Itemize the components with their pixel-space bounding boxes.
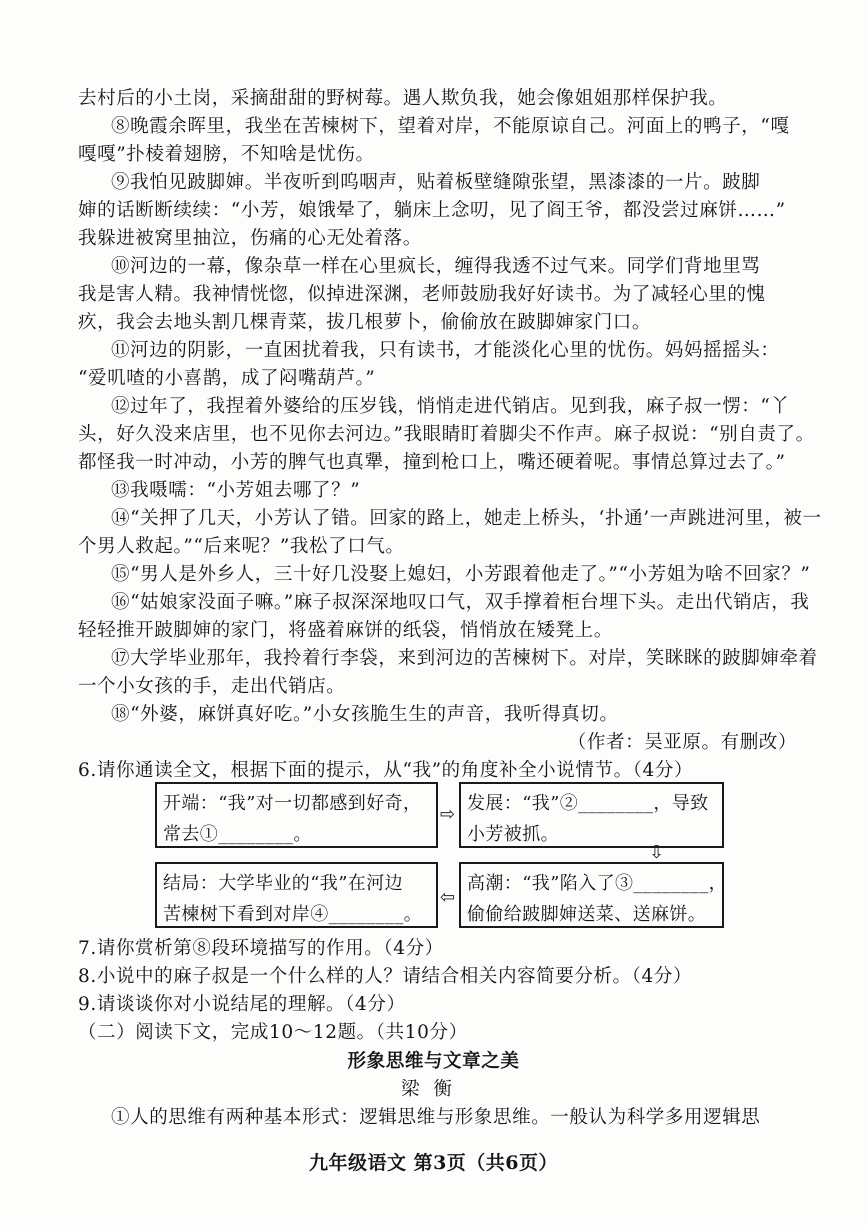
story-line: 婶的话断断续续：“小芳，娘饿晕了，躺床上念叨，见了阎王爷，都没尝过麻饼……” [78, 200, 786, 221]
story-line: “爱叽喳的小喜鹊，成了闷嘴葫芦。” [78, 368, 376, 389]
plot-box-climax [459, 862, 728, 928]
arrow-down-icon: ⇩ [649, 842, 665, 863]
story-line: 个男人救起。”“后来呢？”我松了口气。 [78, 536, 405, 557]
story-line: 头，好久没来店里，也不见你去河边。”我眼睛盯着脚尖不作声。麻子叔说：“别自责了。 [78, 424, 815, 445]
story-line: 疚，我会去地头割几棵青菜，拔几根萝卜，偷偷放在跛脚婶家门口。 [78, 312, 652, 333]
story-line: ⑯“姑娘家没面子嘛。”麻子叔深深地叹口气，双手撑着柜台埋下头。走出代销店，我 [111, 592, 810, 613]
plot-box-start [155, 782, 438, 848]
story-line: 轻轻推开跛脚婶的家门，将盛着麻饼的纸袋，悄悄放在矮凳上。 [78, 620, 613, 641]
story-line: ⑪河边的阴影，一直困扰着我，只有读书，才能淡化心里的忧伤。妈妈摇摇头： [111, 340, 780, 361]
story-line: ⑨我怕见跛脚婶。半夜听到呜咽声，贴着板壁缝隙张望，黑漆漆的一片。跛脚 [111, 172, 761, 193]
page-footer: 九年级语文 第3页（共6页） [308, 1152, 559, 1174]
article-title: 形象思维与文章之美 [347, 1051, 520, 1072]
plot-ending-line1: 结局：大学毕业的“我”在河边 [163, 873, 404, 894]
story-line: 都怪我一时冲动，小芳的脾气也真犟，撞到枪口上，嘴还硬着呢。事情总算过去了。” [78, 452, 786, 473]
arrow-left-icon: ⇦ [440, 887, 456, 908]
story-line: ⑮“男人是外乡人，三十好几没娶上媳妇，小芳跟着他走了。”“小芳姐为啥不回家？” [111, 564, 811, 585]
article-author: 梁衡 [400, 1079, 466, 1100]
arrow-right-icon: ⇨ [440, 804, 456, 825]
plot-development-line2: 小芳被抓。 [467, 824, 559, 845]
plot-box-ending [155, 862, 438, 928]
story-source: （作者：吴亚原。有删改） [567, 732, 797, 753]
story-line: ⑬我嗫嚅：“小芳姐去哪了？” [111, 480, 361, 501]
plot-climax-line1: 高潮：“我”陷入了③________， [467, 873, 728, 894]
question-8: 8.小说中的麻子叔是一个什么样的人？请结合相关内容简要分析。（4分） [78, 966, 693, 987]
story-line: ⑧晚霞余晖里，我坐在苦楝树下，望着对岸，不能原谅自己。河面上的鸭子，“嘎 [111, 116, 790, 137]
story-line: ⑭“关押了几天，小芳认了错。回家的路上，她走上桥头，‘扑通’一声跳进河里，被一 [111, 508, 822, 529]
story-line: 一个小女孩的手，走出代销店。 [78, 676, 346, 697]
question-9: 9.请谈谈你对小说结尾的理解。（4分） [78, 994, 406, 1015]
story-line: 我躲进被窝里抽泣，伤痛的心无处着落。 [78, 228, 422, 249]
story-line: ⑫过年了，我捏着外婆给的压岁钱，悄悄走进代销店。见到我，麻子叔一愣：“丫 [111, 396, 790, 417]
story-line: 我是害人精。我神情恍惚，似掉进深渊，老师鼓励我好好读书。为了减轻心里的愧 [78, 284, 766, 305]
story-line: ⑩河边的一幕，像杂草一样在心里疯长，缠得我透不过气来。同学们背地里骂 [111, 256, 761, 277]
plot-start-line1: 开端：“我”对一切都感到好奇， [163, 793, 422, 814]
plot-start-line2: 常去①________。 [163, 824, 312, 845]
article-first-line: ①人的思维有两种基本形式：逻辑思维与形象思维。一般认为科学多用逻辑思 [111, 1107, 761, 1128]
plot-climax-line2: 偷偷给跛脚婶送菜、送麻饼。 [467, 904, 707, 925]
question-6: 6.请你通读全文，根据下面的提示，从“我”的角度补全小说情节。（4分） [78, 760, 694, 781]
plot-ending-line2: 苦楝树下看到对岸④________。 [163, 904, 423, 925]
plot-development-line1: 发展：“我”②________，导致 [467, 793, 709, 814]
story-line: 去村后的小土岗，采摘甜甜的野树莓。遇人欺负我，她会像姐姐那样保护我。 [78, 88, 728, 109]
question-7: 7.请你赏析第⑧段环境描写的作用。（4分） [78, 938, 444, 959]
story-line: ⑰大学毕业那年，我拎着行李袋，来到河边的苦楝树下。对岸，笑眯眯的跛脚婶牵着 [111, 648, 818, 669]
section-heading: （二）阅读下文，完成10～12题。（共10分） [78, 1022, 468, 1043]
plot-box-development [459, 782, 724, 848]
story-line: 嘎嘎”扑棱着翅膀，不知啥是忧伤。 [78, 144, 375, 165]
story-line: ⑱“外婆，麻饼真好吃。”小女孩脆生生的声音，我听得真切。 [111, 704, 619, 725]
